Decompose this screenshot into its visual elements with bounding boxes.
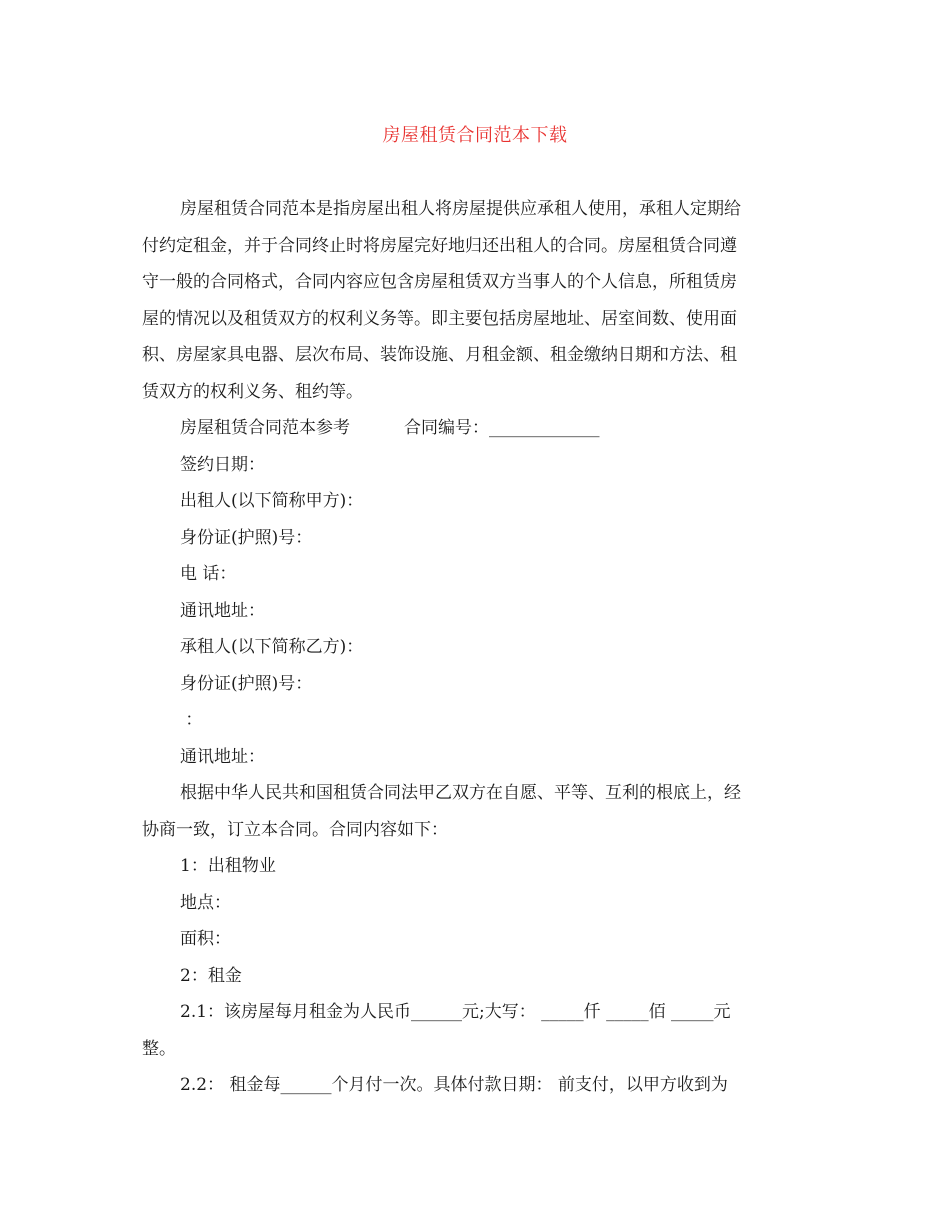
intro-line: 房屋租赁合同范本是指房屋出租人将房屋提供应承租人使用，承租人定期给: [180, 199, 741, 219]
basis-line: 协商一致，订立本合同。合同内容如下：: [142, 819, 448, 840]
document-body: [142, 191, 802, 1104]
clause-2-2: 2.2： 租金每______个月付一次。具体付款日期： 前支付，以甲方收到为: [180, 1075, 728, 1095]
document-title: 房屋租赁合同范本下载: [382, 125, 568, 146]
lessor-phone-field: 电 话：: [180, 564, 237, 584]
intro-line: 屋的情况以及租赁双方的权利义务等。即主要包括房屋地址、居室间数、使用面: [142, 308, 737, 329]
section-1-area: 面积：: [180, 929, 231, 949]
basis-line: 根据中华人民共和国租赁合同法甲乙双方在自愿、平等、互利的根底上，经: [180, 783, 741, 803]
lessee-label: 承租人(以下简称乙方)：: [180, 637, 364, 657]
intro-line: 积、房屋家具电器、层次布局、装饰设施、月租金额、租金缴纳日期和方法、租: [142, 345, 737, 365]
reference-line: 房屋租赁合同范本参考 合同编号：_____________: [180, 418, 600, 438]
lessor-id-field: 身份证(护照)号：: [180, 527, 313, 548]
intro-line: 守一般的合同格式，合同内容应包含房屋租赁双方当事人的个人信息，所租赁房: [142, 272, 737, 292]
section-2-title: 2：租金: [180, 965, 242, 986]
basis-continuation: [142, 812, 802, 849]
intro-line: 付约定租金，并于合同终止时将房屋完好地归还出租人的合同。房屋租赁合同遵: [142, 235, 737, 256]
basis-paragraph: [142, 775, 802, 812]
sign-date-field: 签约日期：: [180, 454, 265, 475]
lessor-label: 出租人(以下简称甲方)：: [180, 491, 364, 511]
clause-2-1-line: 2.1：该房屋每月租金为人民币______元;大写： _____仟 _____佰 _____元: [180, 1002, 731, 1022]
section-1-title: 1：出租物业: [180, 856, 276, 876]
lessee-phone-field: ：: [180, 710, 203, 730]
clause-2-1: [142, 994, 802, 1031]
lessor-address-field: 通讯地址：: [180, 600, 265, 621]
clause-2-1-continuation: [142, 1031, 802, 1068]
lessee-id-field: 身份证(护照)号：: [180, 673, 313, 694]
lessee-address-field: 通讯地址：: [180, 746, 265, 767]
section-1-location: 地点：: [180, 892, 231, 913]
intro-continuation: [142, 228, 802, 411]
intro-paragraph: [142, 191, 802, 228]
intro-line: 赁双方的权利义务、租约等。: [142, 381, 363, 402]
clause-2-1-line: 整。: [142, 1038, 176, 1059]
